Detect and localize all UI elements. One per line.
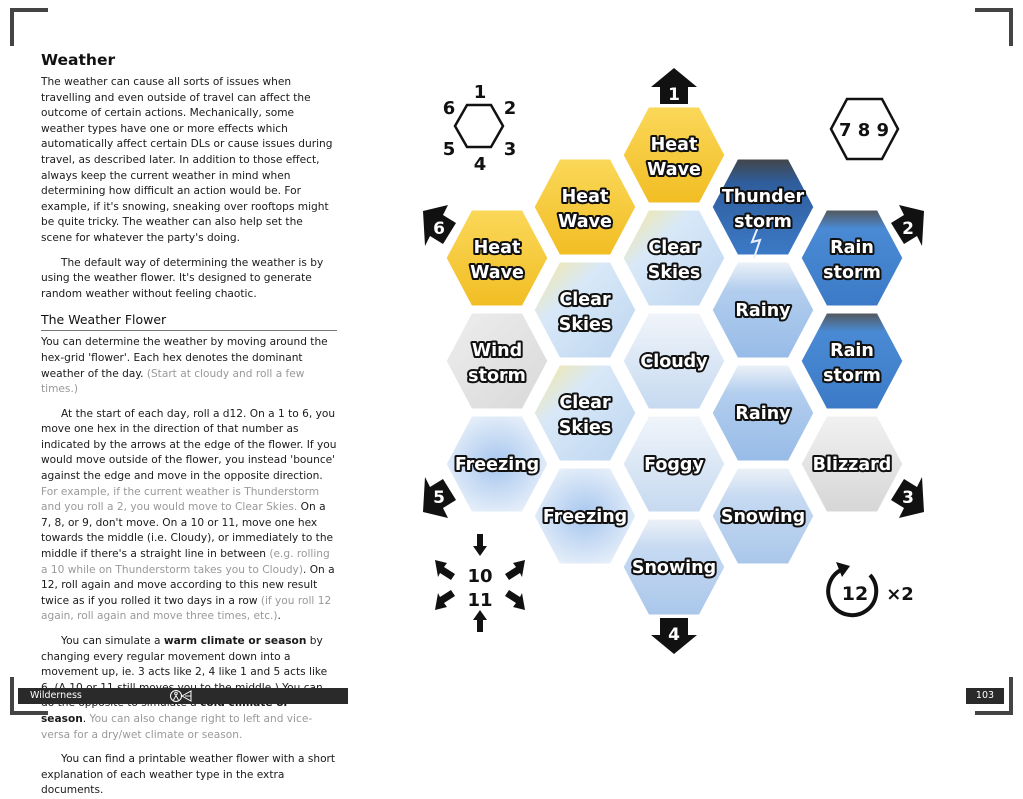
- hex-label-line1: Clear: [559, 290, 611, 310]
- direction-arrow-6: [423, 205, 456, 246]
- direction-arrow-5: [423, 477, 456, 518]
- hex-label-line1: Rain: [830, 238, 874, 258]
- legend-number-1: 1: [473, 82, 487, 103]
- hex-label-line1: Wind: [471, 341, 523, 361]
- legend-number-6: 6: [442, 98, 456, 119]
- hex-label: Freezing: [454, 455, 540, 475]
- footer-section-label: Wilderness: [30, 690, 82, 701]
- direction-arrow-3: [891, 477, 924, 518]
- hex-label-line1: Clear: [648, 238, 700, 258]
- climate-hint: You can also change right to left and vice-versa for a dry/wet climate or season.: [41, 712, 313, 741]
- stay-legend: [831, 99, 898, 159]
- page-heading: Weather: [41, 51, 116, 69]
- legend-number-4: 4: [473, 154, 487, 175]
- hex-label: Blizzard: [812, 455, 892, 475]
- hex-label-line1: Clear: [559, 393, 611, 413]
- hex-label: Snowing: [720, 507, 806, 527]
- climate-warm: warm climate or season: [163, 635, 307, 647]
- hex-rainy-top: [711, 261, 815, 359]
- hex-freezing-left: [445, 415, 549, 513]
- climate-text-b: by changing every regular movement down into a movement up, ie. 3 acts like 2, 4 like 1 and 5 acts like: [41, 635, 328, 679]
- hex-rain-storm-mid: [800, 312, 904, 410]
- hex-label: Freezing: [542, 507, 628, 527]
- hex-label-line2: storm: [823, 366, 881, 386]
- hex-label-line2: storm: [468, 366, 526, 386]
- hex-label-line2: Wave: [558, 212, 612, 232]
- hex-heat-wave-left: [445, 209, 549, 307]
- hex-clear-skies-mid: [533, 261, 637, 359]
- repeat-multiplier: ×2: [886, 584, 914, 605]
- hex-wind-storm: [445, 312, 549, 410]
- hex-label: Rainy: [735, 301, 791, 321]
- rules-text-c: . On a 12, roll again and move according to this new result twice as if you rolled it two days in a row: [41, 563, 335, 607]
- arrow-number: 1: [668, 85, 680, 105]
- hex-clear-skies-low: [533, 364, 637, 462]
- hex-cloudy-center: [622, 312, 726, 410]
- hex-clear-skies-top: [622, 209, 726, 307]
- climate-text-c: .: [82, 712, 90, 725]
- hex-snowing-right: [711, 467, 815, 565]
- page-number: 103: [966, 688, 1004, 704]
- hex-label-line2: Skies: [558, 315, 612, 335]
- climate-text-a: You can simulate a: [61, 635, 164, 647]
- legend-number-5: 5: [442, 139, 456, 160]
- hex-foggy: [622, 415, 726, 513]
- hex-label-line1: Heat: [650, 135, 698, 155]
- hex-label-line1: Thunder: [721, 187, 805, 207]
- hex-freezing-low: [533, 467, 637, 565]
- center-number-11: 11: [467, 590, 493, 611]
- hex-label-line2: Wave: [647, 160, 701, 180]
- default-method-paragraph: The default way of determining the weather is by using the weather flower. It's designed to generate random weather without feeling chaotic.: [41, 256, 324, 300]
- arrow-number: 6: [433, 219, 445, 239]
- rules-example-a: For example, if the current weather is Thunderstorm and you roll a 2, you would move to Clear Skies.: [41, 485, 320, 514]
- direction-legend: [443, 82, 517, 175]
- arrow-number: 4: [668, 625, 680, 645]
- hex-heat-wave-top: [622, 106, 726, 204]
- hex-label-line2: Wave: [470, 263, 524, 283]
- hex-label-line2: storm: [734, 212, 792, 232]
- rules-example-b: (e.g. rolling a 10 while on Thunderstorm takes you to Cloudy): [41, 548, 330, 576]
- hex-heat-wave-upper-left: [533, 158, 637, 256]
- center-legend: [435, 534, 525, 632]
- flower-intro-text: You can determine the weather by moving around the hex-grid 'flower'. Each hex denotes the dominant weather of the day.: [41, 336, 328, 380]
- hex-label-line1: Heat: [473, 238, 521, 258]
- legend-number-3: 3: [503, 139, 517, 160]
- hex-rainy-low: [711, 364, 815, 462]
- direction-arrow-4: [651, 618, 697, 654]
- subheading-weather-flower: The Weather Flower: [41, 312, 337, 331]
- hex-snowing-bottom: [622, 518, 726, 616]
- rules-text-d: .: [277, 610, 281, 623]
- hex-label: Snowing: [631, 558, 717, 578]
- legend-number-2: 2: [503, 98, 517, 119]
- hex-label: Foggy: [644, 455, 704, 475]
- hex-rain-storm-top: [800, 209, 904, 307]
- climate-cold: season: [41, 712, 83, 725]
- hex-label: Cloudy: [640, 352, 708, 372]
- hex-thunderstorm: [711, 158, 815, 258]
- hex-label: Rainy: [735, 404, 791, 424]
- intro-paragraph: The weather can cause all sorts of issues when travelling and even outside of travel can affect the outcome of certain actions. Mechanically, some weather types have one or more effects which automatically affect certain DLs or cause issues during travel, as described later. In addition to those effect, always keep the current weather in mind when determining how difficult an action would be. For example, if it's snowing, sneaking over rooftops might be quite tricky. The weather can also help set the scene for whatever the party's doing.: [41, 76, 333, 244]
- rules-text-a: At the start of each day, roll a d12. On a 1 to 6, you move one hex in the direction of that number as indicated by the arrows at the edge of the flower. If you would move outside of the flower, you instead 'bounce' against the edge and move in the opposite direction.: [41, 407, 337, 483]
- center-number-10: 10: [467, 566, 493, 587]
- rules-example-c: (if you roll 12 again, roll again and move three times, etc.): [41, 594, 332, 623]
- stay-numbers: 7 8 9: [838, 120, 890, 141]
- printable-paragraph: You can find a printable weather flower with a short explanation of each weather type in the extra documents.: [41, 753, 336, 797]
- hex-label-line1: Rain: [830, 341, 874, 361]
- rules-text-b: On a 7, 8, or 9, don't move. On a 10 or 11, move one hex towards the middle (i.e. Cloudy), or immediately to the middle if there's a straight line in between: [41, 501, 334, 561]
- flower-intro-hint: (Start at cloudy and roll a few times.): [41, 367, 305, 396]
- hex-label-line1: Heat: [561, 187, 609, 207]
- repeat-legend: [828, 562, 914, 615]
- hex-label-line2: storm: [823, 263, 881, 283]
- repeat-number-12: 12: [841, 583, 869, 605]
- arrow-number: 3: [902, 488, 914, 508]
- hex-label-line2: Skies: [558, 418, 612, 438]
- arrow-number: 5: [433, 488, 445, 508]
- hex-label-line2: Skies: [647, 263, 701, 283]
- direction-arrow-1: [651, 68, 697, 105]
- arrow-number: 2: [902, 219, 914, 239]
- hex-blizzard: [800, 415, 904, 513]
